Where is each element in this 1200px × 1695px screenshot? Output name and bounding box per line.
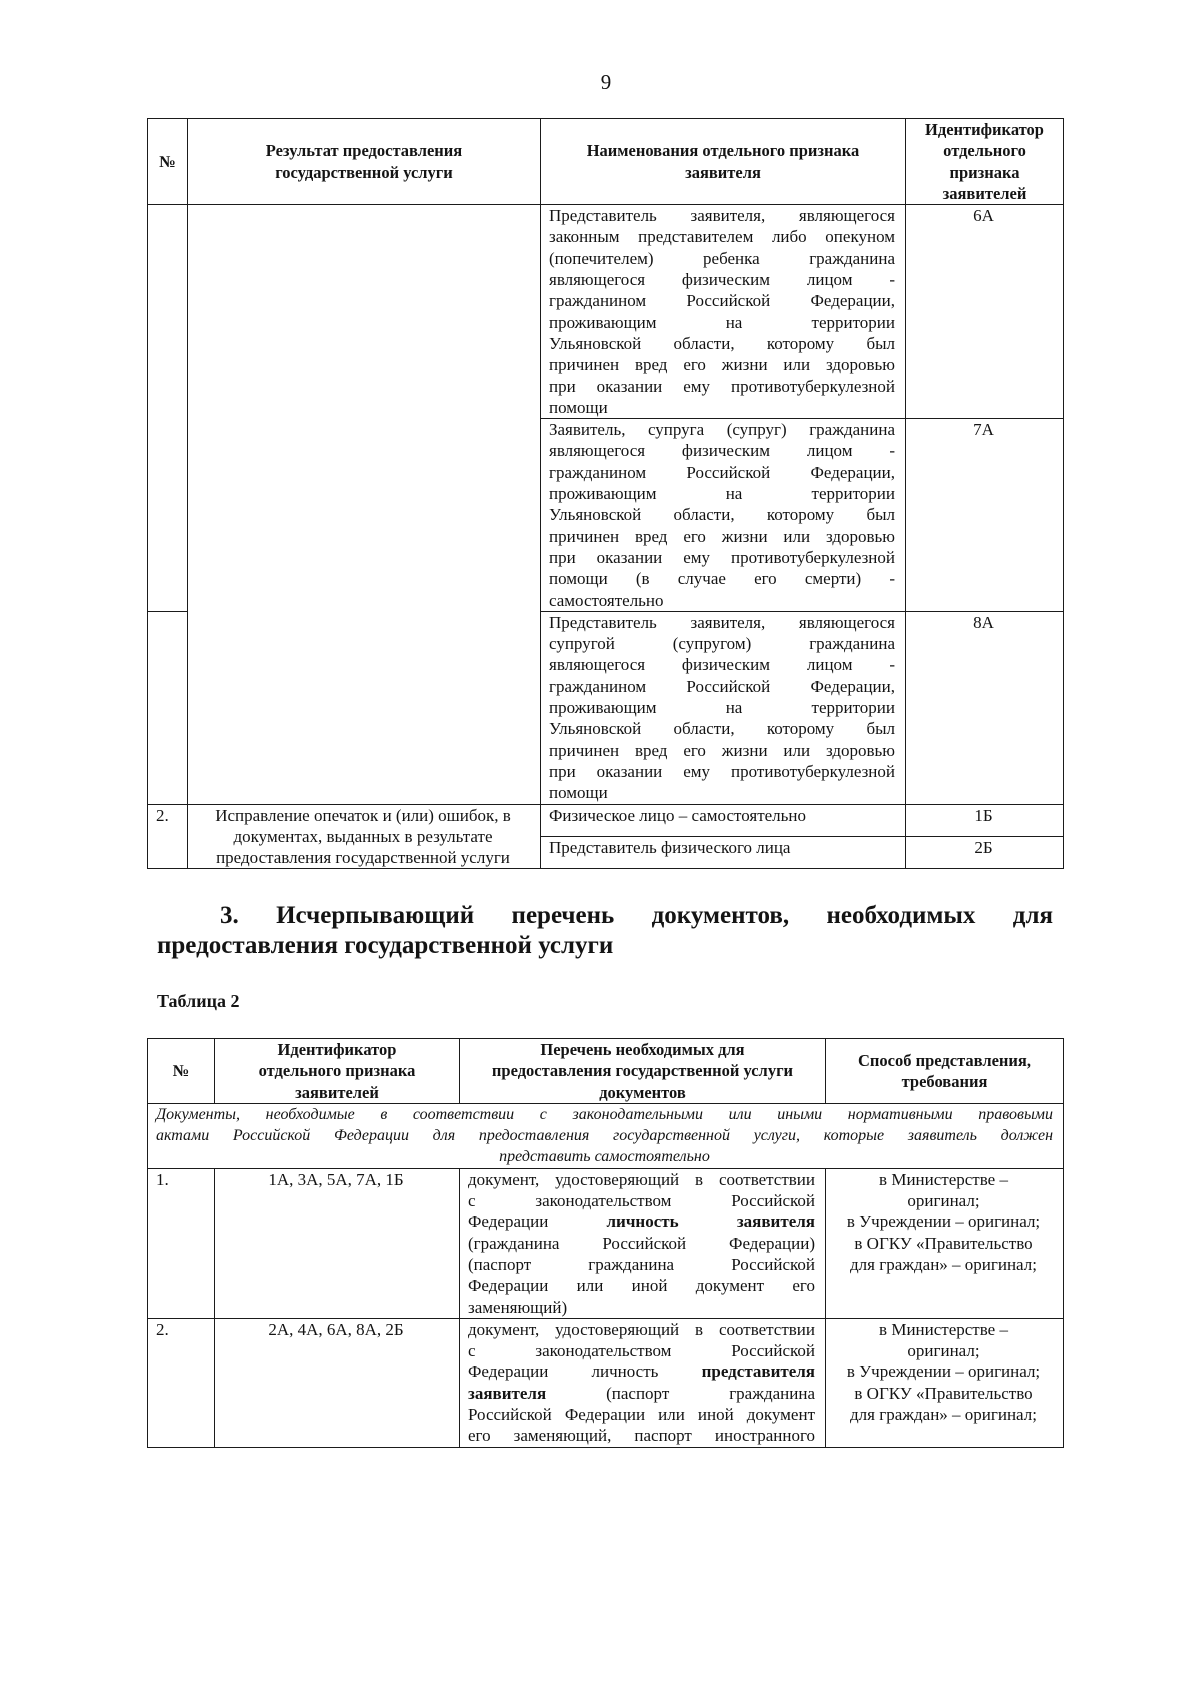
text-line: Документы, необходимые в соответствии с законодательными или иными нормативными правовыми: [156, 1105, 1053, 1123]
text-segment: Федерации: [468, 1212, 607, 1232]
header-result: [188, 119, 541, 205]
text-line: являющегося физическим лицом -: [549, 441, 895, 461]
text-line: государственной услуги: [275, 162, 453, 182]
text-line: представить самостоятельно: [499, 1148, 710, 1166]
number-cell: [148, 205, 188, 612]
identifier-cell: 1Б: [906, 804, 1064, 836]
bold-text: заявителя: [468, 1383, 547, 1403]
header-feature: [541, 119, 906, 205]
header-number: №: [148, 1039, 215, 1104]
text-line: [468, 1361, 815, 1382]
text-line: гражданином Российской Федерации,: [549, 462, 895, 482]
text-line: Ульяновской области, которому был: [549, 333, 895, 353]
table-body: [148, 1103, 1064, 1447]
identifier-cell: 2Б: [906, 836, 1064, 868]
feature-cell: [541, 611, 906, 804]
text-segment: Федерации личность: [468, 1362, 702, 1382]
text-line: причинен вред его жизни или здоровью: [549, 526, 895, 546]
result-cell: [188, 205, 541, 804]
feature-cell: [541, 836, 906, 868]
text-line: Представитель заявителя, являющегося: [549, 612, 895, 632]
table-header-row: [148, 119, 1064, 205]
text-line: в ОГКУ «Правительство: [854, 1233, 1033, 1253]
text-line: Федерации или иной документ его: [468, 1276, 815, 1296]
text-line: заявителей: [295, 1082, 379, 1102]
text-line: [468, 1383, 815, 1404]
text-line: Способ представления,: [858, 1050, 1031, 1070]
text-line: помощи (в случае его смерти) -: [549, 569, 895, 589]
text-line: проживающим на территории: [549, 698, 895, 718]
method-cell: [826, 1318, 1064, 1447]
documents-table: [147, 1038, 1064, 1448]
text-line: отдельного: [943, 141, 1026, 161]
text-line: законным представителем либо опекуном: [549, 227, 895, 247]
text-line: заменяющий): [468, 1297, 568, 1317]
text-line: признака: [949, 162, 1020, 182]
documents-cell: [460, 1168, 826, 1318]
text-line: Физическое лицо – самостоятельно: [549, 805, 807, 825]
page-number: 9: [600, 70, 612, 94]
bold-text: личность заявителя: [606, 1212, 815, 1232]
result-cell: [188, 804, 541, 869]
text-line: с законодательством Российской: [468, 1191, 815, 1211]
text-line: Ульяновской области, которому был: [549, 505, 895, 525]
text-line: актами Российской Федерации для предоставления государственной услуги, которые заявитель должен: [156, 1127, 1053, 1145]
bold-text: представителя: [701, 1362, 815, 1382]
text-line: гражданином Российской Федерации,: [549, 291, 895, 311]
section-row-cell: [148, 1103, 1064, 1168]
text-line: предоставления государственной услуги: [216, 848, 510, 868]
text-line: являющегося физическим лицом -: [549, 270, 895, 290]
table-header-row: [148, 1039, 1064, 1104]
text-line: Ульяновской области, которому был: [549, 719, 895, 739]
table-row: [148, 1168, 1064, 1318]
text-line: при оказании ему противотуберкулезной: [549, 761, 895, 781]
number-cell: 2.: [148, 804, 188, 869]
text-line: Заявитель, супруга (супруг) гражданина: [549, 420, 895, 440]
applicant-features-table: [147, 118, 1064, 869]
text-line: требования: [901, 1071, 988, 1091]
table-header: [148, 1039, 1064, 1104]
text-line: (паспорт гражданина Российской: [468, 1254, 815, 1274]
identifier-cell: 7А: [906, 419, 1064, 612]
section-row: [148, 1103, 1064, 1168]
text-line: в Учреждении – оригинал;: [846, 1362, 1041, 1382]
method-cell: [826, 1168, 1064, 1318]
identifiers-cell: 2А, 4А, 6А, 8А, 2Б: [215, 1318, 460, 1447]
text-line: предоставления государственной услуги: [491, 1061, 794, 1081]
table-header: [148, 119, 1064, 205]
text-line: гражданином Российской Федерации,: [549, 676, 895, 696]
text-line: помощи: [549, 783, 608, 803]
text-line: документов: [599, 1082, 686, 1102]
number-cell: 2.: [148, 1318, 215, 1447]
header-identifier: [906, 119, 1064, 205]
number-cell: 1.: [148, 1168, 215, 1318]
text-line: Представитель заявителя, являющегося: [549, 206, 895, 226]
feature-cell: [541, 205, 906, 419]
text-line: (гражданина Российской Федерации): [468, 1233, 815, 1253]
text-line: в Министерстве –: [879, 1169, 1008, 1189]
heading-line: предоставления государственной услуги: [157, 932, 614, 959]
text-line: оригинал;: [907, 1191, 980, 1211]
text-line: заявителей: [942, 183, 1027, 203]
text-line: при оказании ему противотуберкулезной: [549, 547, 895, 567]
text-line: в ОГКУ «Правительство: [854, 1383, 1033, 1403]
text-line: супругой (супругом) гражданина: [549, 634, 895, 654]
text-line: проживающим на территории: [549, 484, 895, 504]
table-caption: Таблица 2: [157, 991, 240, 1011]
header-number: №: [148, 119, 188, 205]
section-heading: [157, 901, 1053, 961]
text-line: (попечителем) ребенка гражданина: [549, 248, 895, 268]
text-line: для граждан» – оригинал;: [850, 1254, 1037, 1274]
header-identifier: [215, 1039, 460, 1104]
feature-cell: [541, 419, 906, 612]
text-line: Представитель физического лица: [549, 837, 791, 857]
header-method: [826, 1039, 1064, 1104]
text-line: Идентификатор: [277, 1040, 397, 1059]
table-row: [148, 1318, 1064, 1447]
identifier-cell: 6А: [906, 205, 1064, 419]
number-cell: [148, 611, 188, 804]
text-line: с законодательством Российской: [468, 1341, 815, 1361]
text-line: документ, удостоверяющий в соответствии: [468, 1169, 815, 1189]
text-line: проживающим на территории: [549, 312, 895, 332]
header-documents: [460, 1039, 826, 1104]
text-line: Исправление опечаток и (или) ошибок, в: [215, 805, 511, 825]
text-line: документах, выданных в результате: [233, 826, 493, 846]
text-line: Перечень необходимых для: [540, 1040, 745, 1059]
text-line: причинен вред его жизни или здоровью: [549, 740, 895, 760]
text-line: являющегося физическим лицом -: [549, 655, 895, 675]
text-line: Идентификатор: [925, 120, 1044, 139]
text-line: Результат предоставления: [265, 141, 463, 161]
text-line: документ, удостоверяющий в соответствии: [468, 1319, 815, 1339]
text-line: отдельного признака: [258, 1061, 416, 1081]
text-line: заявителя: [685, 162, 761, 182]
text-line: для граждан» – оригинал;: [850, 1405, 1037, 1425]
text-line: в Учреждении – оригинал;: [846, 1212, 1041, 1232]
table-row: [148, 804, 1064, 836]
text-line: причинен вред его жизни или здоровью: [549, 355, 895, 375]
documents-cell: [460, 1318, 826, 1447]
text-line: помощи: [549, 397, 608, 417]
text-line: его заменяющий, паспорт иностранного: [468, 1426, 815, 1446]
text-line: оригинал;: [907, 1341, 980, 1361]
text-line: при оказании ему противотуберкулезной: [549, 376, 895, 396]
text-line: в Министерстве –: [879, 1319, 1008, 1339]
feature-cell: [541, 804, 906, 836]
text-line: самостоятельно: [549, 590, 664, 610]
heading-line: 3. Исчерпывающий перечень документов, необходимых для: [220, 902, 1053, 929]
text-line: Российской Федерации или иной документ: [468, 1405, 815, 1425]
text-line: Наименования отдельного признака: [586, 141, 860, 161]
identifiers-cell: 1А, 3А, 5А, 7А, 1Б: [215, 1168, 460, 1318]
text-line: [468, 1211, 815, 1232]
table-body: [148, 205, 1064, 869]
text-segment: (паспорт гражданина: [546, 1383, 815, 1403]
identifier-cell: 8А: [906, 611, 1064, 804]
table-row: [148, 205, 1064, 419]
